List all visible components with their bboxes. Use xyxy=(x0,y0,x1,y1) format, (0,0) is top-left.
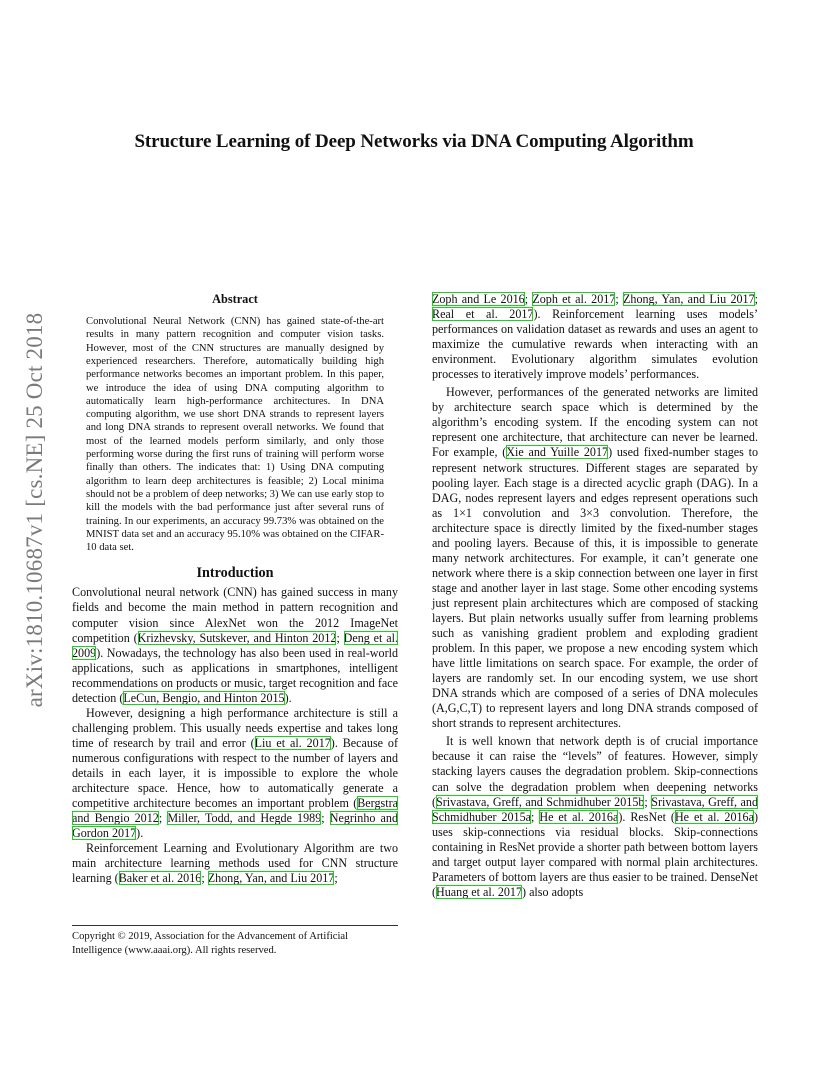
text-run: Reinforcement Learning and Evolutionary Algorithm are two main architecture learning methods used for CNN structure learning ( xyxy=(72,841,398,886)
citation-link[interactable]: Negrinho and Gordon 2017 xyxy=(72,811,398,841)
citation-link[interactable]: He et al. 2016a xyxy=(539,809,619,824)
text-run: However, designing a high performance architecture is still a challenging problem. This usually needs expertise and takes long time of research by trail and error ( xyxy=(72,705,398,750)
citation-link[interactable]: Miller, Todd, and Hegde 1989 xyxy=(167,811,322,826)
text-run: ) uses skip-connections via residual blocks. Skip-connections containing in ResNet provide a shorter path between bottom layers and target output layer compared with normal plain architectures. Parameters of bottom layers are thus easier to be trained. DenseNet ( xyxy=(432,809,758,899)
text-run: However, performances of the generated networks are limited by architecture search space which is determined by the algorithm’s encoding system. If the encoding system can not represent one architecture, that architecture can never be learned. For example, ( xyxy=(432,385,758,460)
right-column xyxy=(432,292,758,900)
text-run: ; xyxy=(336,630,344,645)
citation-link[interactable]: Zhong, Yan, and Liu 2017 xyxy=(623,292,755,306)
citation-link[interactable]: He et al. 2016a xyxy=(674,809,754,824)
text-run: ). xyxy=(284,690,292,705)
text-run: ; xyxy=(531,809,540,824)
text-run: It is well known that network depth is of crucial importance because it can raise the “levels” of features. However, simply stacking layers causes the degradation problem. Skip-connections can solve the degradation problem when deepening networks ( xyxy=(432,734,758,809)
citation-link[interactable]: Krizhevsky, Sutskever, and Hinton 2012 xyxy=(137,630,337,645)
text-run: ; xyxy=(524,292,533,306)
text-run: ; xyxy=(321,811,330,826)
left-column xyxy=(72,292,398,886)
abstract-text: Convolutional Neural Network (CNN) has gained state-of-the-art results in many pattern recognition and computer vision tasks. However, most of the CNN structures are manually designed by experienced researchers. Therefore, automatically building high performance networks becomes an important problem. In this paper, we introduce the idea of using DNA computing algorithm to automatically learn high-performance architectures. In DNA computing algorithm, we use short DNA strands to represent layers and long DNA strands to represent overall networks. We found that most of the learned models perform similarly, and only those performing worse during the first runs of training will perform worse finally than others. The indicates that: 1) Using DNA computing algorithm to learn deep architectures is feasible; 2) Local minima should not be a problem of deep networks; 3) We can use early stop to kill the models with the bad performance just after several runs of training. In our experiments, an accuracy 99.73% was obtained on the MNIST data set and an accuracy 95.10% was obtained on the CIFAR-10 data set. xyxy=(86,316,384,554)
text-run: ). xyxy=(136,826,144,841)
body-paragraph-2 xyxy=(432,385,758,731)
arxiv-stamp xyxy=(20,290,50,730)
citation-link[interactable]: Xie and Yuille 2017 xyxy=(506,445,609,460)
abstract-heading: Abstract xyxy=(212,292,258,306)
text-run: ) used fixed-number stages to represent network structures. Different stages are separated by pooling layer. Each stage is a directed acyclic graph (DAG). In a DAG, nodes represent layers and edges represent operations such as 1×1 convolution and 3×3 convolution. Therefore, the architecture space is directly limited by the fixed-number stages and pooling layers. Because of this, it is impossible to generate many network architectures. For example, it can’t generate one network where there is a skip connection between one layer in first stage and another layer in last stage. Some other encoding systems just represent plain architectures which are composed of stacking layers. But plain networks usually suffer from learning problems such as vanishing gradient problem and exploding gradient problem. In this paper, we propose a new encoding system which have little limitations on search space. For example, the order of layers are randomly set. In our encoding system, we use short DNA strands which are composed of a series of DNA molecules (A,G,C,T) to represent layers and long DNA strands composed of short strands to represent architectures. xyxy=(432,445,758,731)
citation-link[interactable]: Srivastava, Greff, and Schmidhuber 2015b xyxy=(436,794,645,809)
text-run: ). Because of numerous configurations with respect to the number of layers and details in each layer, it is impossible to explore the whole architecture space. Hence, how to automatically generate a competitive architecture becomes an important problem ( xyxy=(72,735,398,811)
citation-link[interactable]: Liu et al. 2017 xyxy=(254,735,331,750)
citation-link[interactable]: Zhong, Yan, and Liu 2017 xyxy=(207,871,335,886)
introduction-heading: Introduction xyxy=(196,565,274,582)
citation-link[interactable]: Zoph et al. 2017 xyxy=(532,292,616,306)
text-run: ). Nowadays, the technology has also been used in real-world applications, such as applications in smartphones, intelligent recommendations on products or music, target recognition and face detection ( xyxy=(72,645,398,705)
text-run: ; xyxy=(201,871,208,886)
text-run: ). ResNet ( xyxy=(618,809,675,824)
citation-link[interactable]: Huang et al. 2017 xyxy=(436,884,523,899)
text-run: ) also adopts xyxy=(522,884,584,899)
intro-paragraph-3 xyxy=(72,841,398,886)
text-run: ; xyxy=(615,292,624,306)
text-run: ). Reinforcement learning uses models’ performances on validation dataset as rewards and uses an agent to maximize the cumulative rewards when interacting with an environment. Evolutionary algorithm simulates evolution processes to iteratively improve models’ performances. xyxy=(432,307,759,382)
intro-paragraph-1 xyxy=(72,585,398,705)
citation-link[interactable]: Baker et al. 2016 xyxy=(118,871,202,886)
text-run: ; xyxy=(644,794,652,809)
text-run: ; xyxy=(754,292,759,306)
text-run: ; xyxy=(334,871,338,886)
citation-link[interactable]: Deng et al. 2009 xyxy=(72,630,398,660)
text-run: ; xyxy=(158,811,168,826)
copyright-notice: Copyright © 2019, Association for the Advancement of Artificial Intelligence (www.aaai.org). All rights reserved. xyxy=(72,925,398,957)
body-paragraph-3 xyxy=(432,734,758,900)
arxiv-id: arXiv:1810.10687v1 [cs.NE] 25 Oct 2018 xyxy=(22,312,47,708)
citation-link[interactable]: Srivastava, Greff, and Schmidhuber 2015a xyxy=(432,794,758,824)
citation-link[interactable]: Bergstra and Bengio 2012 xyxy=(72,796,398,826)
text-run: Convolutional neural network (CNN) has gained success in many fields and become the main method in pattern recognition and computer vision since AlexNet won the 2012 ImageNet competition ( xyxy=(72,585,398,645)
intro-paragraph-2 xyxy=(72,706,398,841)
citation-link[interactable]: LeCun, Bengio, and Hinton 2015 xyxy=(123,690,285,705)
body-paragraph-1 xyxy=(432,292,758,382)
paper-title: Structure Learning of Deep Networks via DNA Computing Algorithm xyxy=(134,131,694,152)
citation-link[interactable]: Real et al. 2017 xyxy=(432,307,534,322)
citation-link[interactable]: Zoph and Le 2016 xyxy=(432,292,525,306)
